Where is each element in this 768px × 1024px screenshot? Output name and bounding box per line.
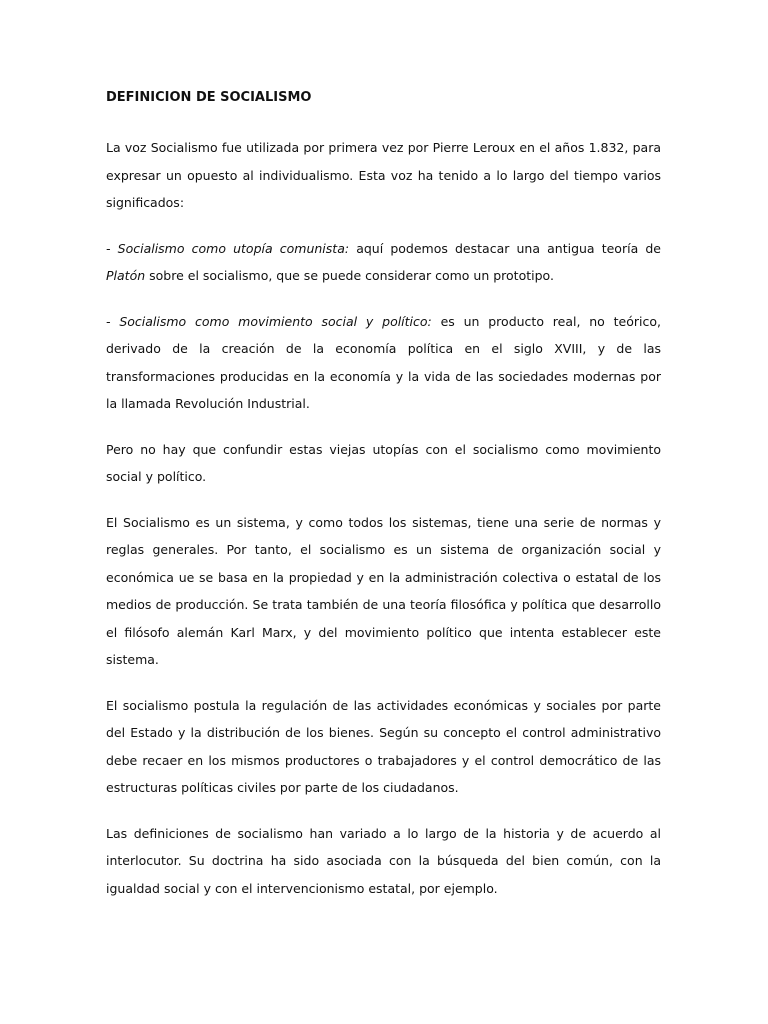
paragraph-regulation: El socialismo postula la regulación de las actividades económicas y sociales por parte del Estado y la distribución de los bienes. Según su concepto el control administrativo debe recaer en los mismos productores o trabajadores y el control democrático de las estructuras políticas civiles por parte de los ciudadanos. <box>106 697 661 795</box>
paragraph-movement <box>106 308 661 418</box>
document-title: DEFINICION DE SOCIALISMO <box>106 90 312 105</box>
movement-lead: - Socialismo como movimiento social y político: <box>106 313 432 329</box>
paragraph-utopias-caution: Pero no hay que confundir estas viejas utopías con el socialismo como movimiento social y político. <box>106 441 661 484</box>
utopia-lead: - Socialismo como utopía comunista: <box>106 240 350 256</box>
paragraph-utopia <box>106 235 661 290</box>
movement-text: es un producto real, no teórico, derivado de la creación de la economía política en el siglo XVIII, y de las transformaciones producidas en la economía y la vida de las sociedades modernas por la llamada Revolución Industrial. <box>106 313 661 411</box>
platon-emphasis: Platón <box>106 268 146 283</box>
paragraph-system: El Socialismo es un sistema, y como todos los sistemas, tiene una serie de normas y reglas generales. Por tanto, el socialismo es un sistema de organización social y económica ue se basa en la propiedad y en la administración colectiva o estatal de los medios de producción. Se trata también de una teoría filosófica y política que desarrollo el filósofo alemán Karl Marx, y del movimiento político que intenta establecer este sistema. <box>106 514 661 667</box>
utopia-text-b: sobre el socialismo, que se puede considerar como un prototipo. <box>145 268 554 283</box>
utopia-text-a: aquí podemos destacar una antigua teoría de <box>349 240 661 256</box>
paragraph-definitions: Las definiciones de socialismo han variado a lo largo de la historia y de acuerdo al interlocutor. Su doctrina ha sido asociada con la búsqueda del bien común, con la igualdad social y con el intervencionismo estatal, por ejemplo. <box>106 825 661 896</box>
paragraph-intro: La voz Socialismo fue utilizada por primera vez por Pierre Leroux en el años 1.832, para expresar un opuesto al individualismo. Esta voz ha tenido a lo largo del tiempo varios significados: <box>106 140 661 210</box>
document-page <box>106 88 661 920</box>
